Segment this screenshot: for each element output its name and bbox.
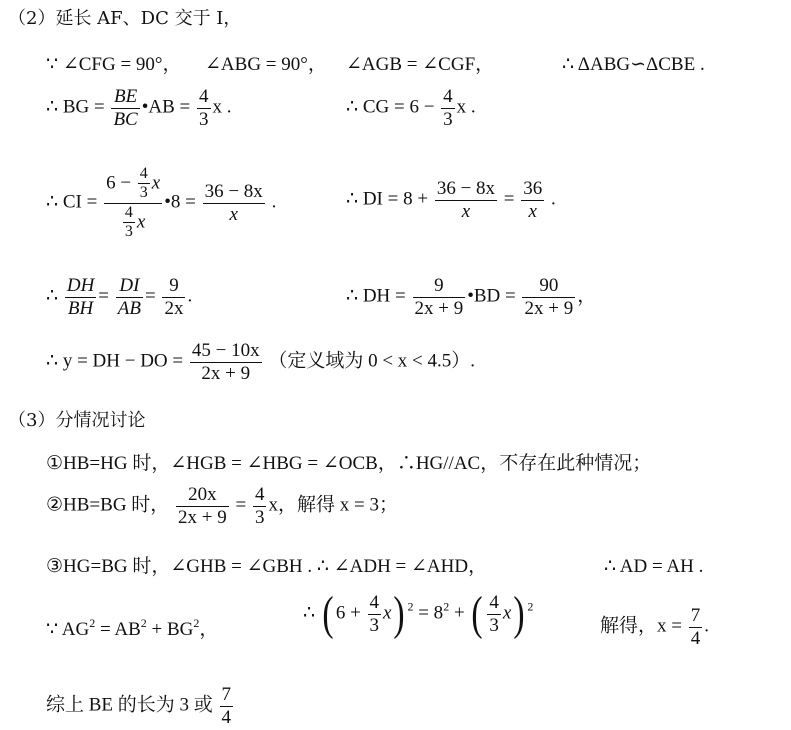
case-3: ③HG=BG 时，∠GHB = ∠GBH . ∴ ∠ADH = ∠AHD， (46, 556, 488, 577)
times-ab: •AB = (141, 96, 191, 118)
case-3-conclusion: ∴ AD = AH . (604, 556, 704, 577)
given-angle-abg: ∠ABG = 90°， (205, 54, 327, 75)
case-1: ①HB=HG 时，∠HGB = ∠HBG = ∠OCB，∴HG//AC，不存在此种情况； (46, 453, 652, 474)
di-lhs: ∴ DI = 8 + (346, 188, 429, 210)
similar-triangles: ∴ ΔABG∽ΔCBE . (562, 54, 705, 75)
four-thirds: $\frac{4}{3}$ (443, 86, 453, 130)
ratio-equation: ∴ $\frac{DH}{BH}$ = $\frac{DI}{AB}$ = $\frac{9}{2x}$ . (46, 275, 193, 319)
di-over-ab: $\frac{DI}{AB}$ (117, 275, 141, 319)
bg-equation (46, 86, 232, 131)
dh-frac2: $\frac{90}{2x + 9}$ (524, 275, 574, 319)
part3-heading: （3）分情况讨论 (8, 410, 146, 431)
di-frac2: $\frac{36}{x}$ (523, 178, 543, 222)
y-lhs: ∴ y = DH − DO = (46, 350, 184, 372)
ci-result: $\frac{36 - 8x}{x}$ (204, 180, 263, 225)
cg-equation (346, 86, 476, 131)
squared-equation: ∴ ( 6 + $\frac{4}{3}$ x) $^2 = 8^2$ + ( $\frac{4}{3}$ x) $^2$ (303, 587, 534, 640)
ci-lhs: ∴ CI = (46, 191, 98, 213)
case2-frac1: $\frac{20x}{2x + 9}$ (178, 484, 227, 528)
given-angle-cfg: ∵ ∠CFG = 90°， (46, 54, 182, 75)
dh-frac1: $\frac{9}{2x + 9}$ (414, 275, 464, 319)
di-equation: ∴ DI = 8 + $\frac{36 - 8x}{x}$ = $\frac{36}{x}$ . (346, 178, 556, 222)
be-over-bc: $\frac{BE}{BC}$ (113, 86, 138, 130)
bg-lhs: ∴ BG = (46, 96, 105, 118)
y-fraction: $\frac{45 - 10x}{2x + 9}$ (191, 340, 260, 384)
seven-fourths: $\frac{7}{4}$ (690, 605, 701, 649)
part2-heading: （2）延长 AF、DC 交于 I， (8, 8, 242, 29)
given-angle-agb: ∠AGB = ∠CGF， (346, 54, 495, 75)
x-end: x . (456, 96, 476, 118)
dh-equation: ∴ DH = $\frac{9}{2x + 9}$ •BD = $\frac{90}{2x + 9}$ ， (346, 275, 597, 319)
final-fraction: $\frac{7}{4}$ (221, 684, 232, 728)
sq-frac1: $\frac{4}{3}$ (369, 591, 380, 636)
compound-fraction: 6 − $\frac{4}{3}$ x $\frac{4}{3}$ x (106, 165, 161, 241)
ci-equation: ∴ CI = 6 − $\frac{4}{3}$ x $\frac{4}{3}$ x •8 = $\frac{36 - 8x}{x}$ . (46, 165, 277, 241)
case-2: ②HB=BG 时， $\frac{20x}{2x + 9}$ = $\frac{4}{3}$ x，解得 x = 3； (46, 484, 398, 528)
cg-lhs: ∴ CG = 6 − (346, 96, 435, 118)
nine-over-2x: $\frac{9}{2x}$ (164, 275, 184, 319)
y-function (46, 340, 475, 385)
x-end: x . (212, 96, 232, 118)
dh-over-bh: $\frac{DH}{BH}$ (66, 275, 95, 319)
di-frac1: $\frac{36 - 8x}{x}$ (436, 178, 496, 222)
solution-x: 解得，x = $\frac{7}{4}$ . (600, 605, 709, 649)
pythagoras: ∵ $AG^2 = AB^2 + BG^2$， (46, 616, 219, 640)
domain-note: （定义域为 0 < x < 4.5）. (268, 350, 476, 372)
times-eight: •8 = (164, 191, 196, 213)
four-thirds: $\frac{4}{3}$ (199, 86, 209, 130)
dh-lhs: ∴ DH = (346, 285, 406, 307)
final-conclusion: 综上 BE 的长为 3 或 $\frac{7}{4}$ (46, 684, 232, 728)
sq-frac2: $\frac{4}{3}$ (489, 591, 499, 636)
case2-frac2: $\frac{4}{3}$ (254, 484, 265, 528)
